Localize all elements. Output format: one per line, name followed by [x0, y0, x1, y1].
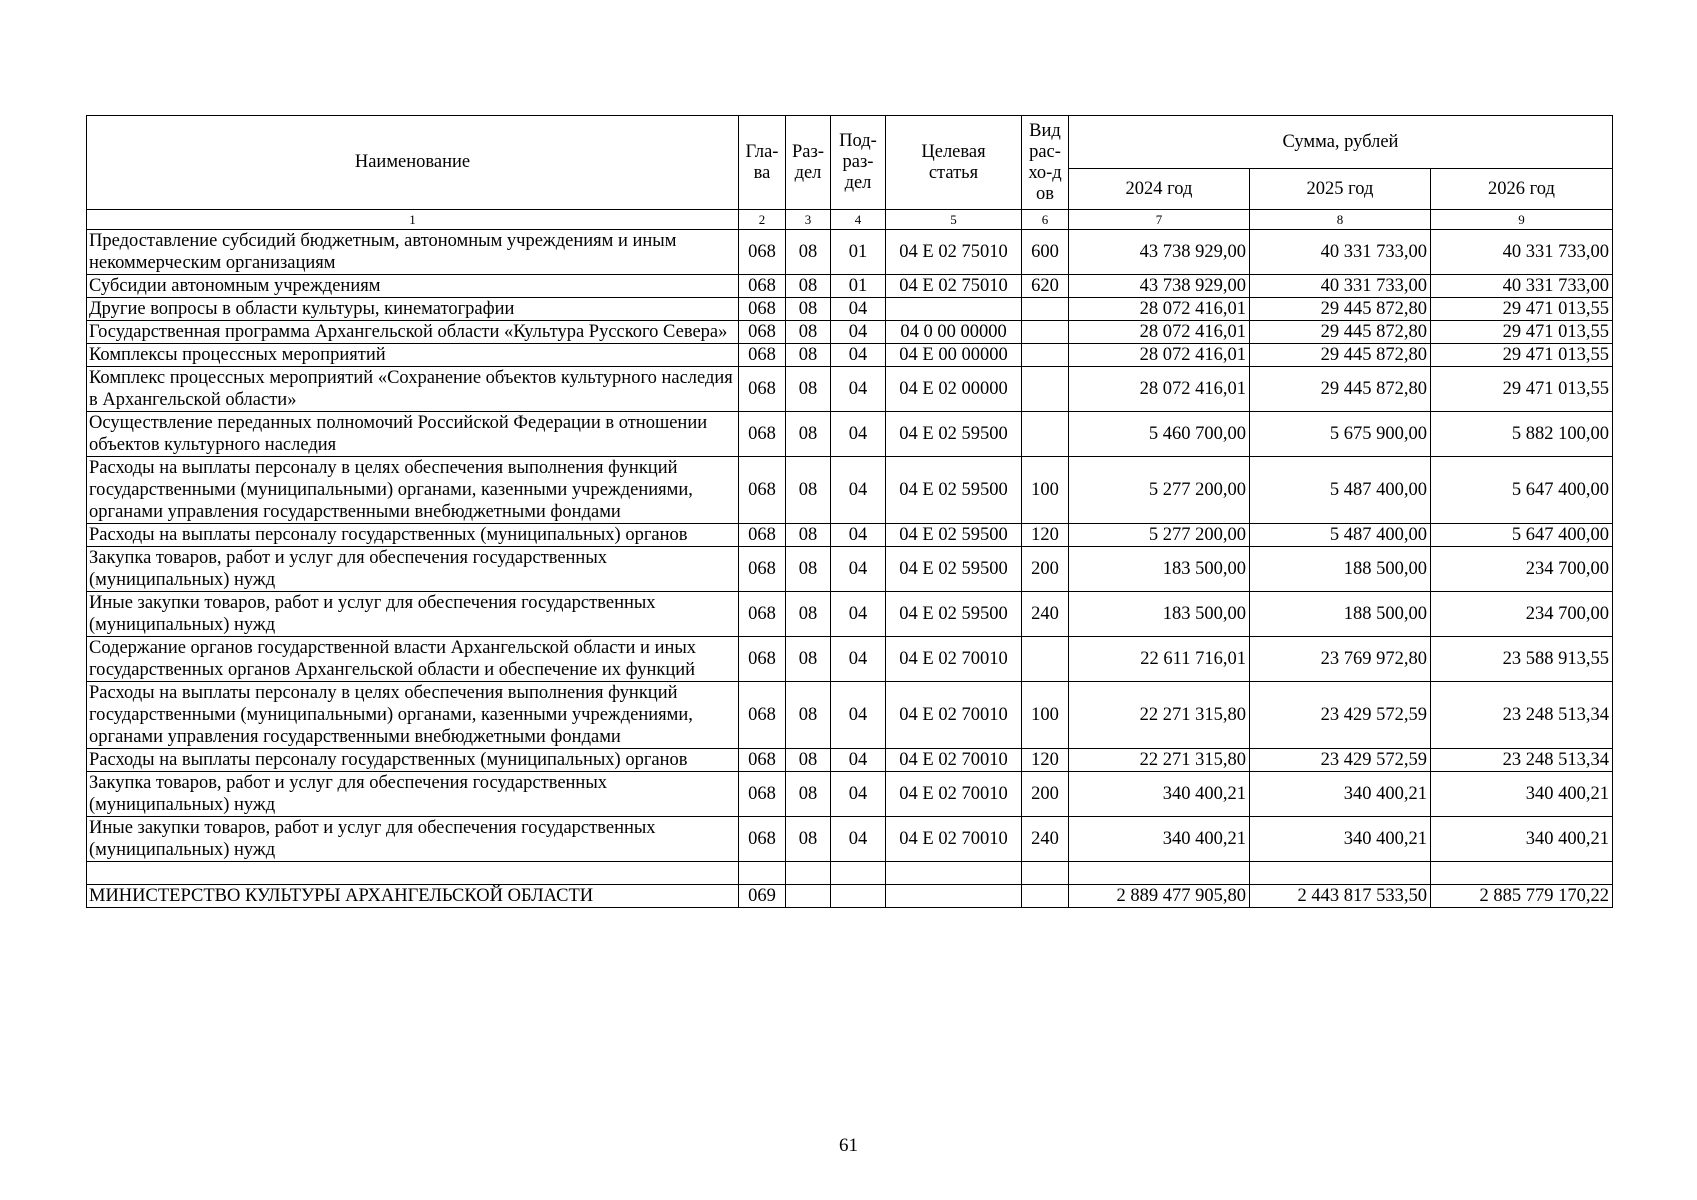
cell-2025: 23 429 572,59 [1250, 682, 1431, 749]
cell-name: Государственная программа Архангельской области «Культура Русского Севера» [87, 321, 739, 344]
cell-glava: 068 [739, 275, 786, 298]
cell-2024: 22 271 315,80 [1069, 682, 1250, 749]
cell-2025: 40 331 733,00 [1250, 230, 1431, 275]
cell-glava: 068 [739, 412, 786, 457]
cell-podrazdel: 01 [831, 275, 886, 298]
cell-podrazdel: 04 [831, 749, 886, 772]
cell-celevaya: 04 Е 02 70010 [886, 637, 1022, 682]
cell-name: Субсидии автономным учреждениям [87, 275, 739, 298]
cell-vid [1022, 637, 1069, 682]
cell-celevaya: 04 Е 02 70010 [886, 682, 1022, 749]
cell-2025: 29 445 872,80 [1250, 344, 1431, 367]
total-glava: 069 [739, 885, 786, 908]
cell-glava: 068 [739, 524, 786, 547]
blank-row [87, 862, 1613, 885]
cell-2026: 340 400,21 [1431, 817, 1613, 862]
header-2026: 2026 год [1431, 169, 1613, 210]
total-vid [1022, 885, 1069, 908]
cell-vid: 100 [1022, 457, 1069, 524]
total-2024: 2 889 477 905,80 [1069, 885, 1250, 908]
cell-vid: 240 [1022, 592, 1069, 637]
total-row [87, 885, 1613, 908]
cell-2025: 29 445 872,80 [1250, 298, 1431, 321]
cell-2024: 28 072 416,01 [1069, 298, 1250, 321]
cell-podrazdel: 04 [831, 547, 886, 592]
cell-celevaya: 04 Е 02 59500 [886, 592, 1022, 637]
cell-celevaya: 04 0 00 00000 [886, 321, 1022, 344]
cell-2025: 40 331 733,00 [1250, 275, 1431, 298]
cell-2025: 29 445 872,80 [1250, 367, 1431, 412]
cell-vid: 620 [1022, 275, 1069, 298]
column-index: 9 [1431, 210, 1613, 230]
cell-2024: 22 611 716,01 [1069, 637, 1250, 682]
cell-razdel: 08 [786, 749, 831, 772]
column-index: 1 [87, 210, 739, 230]
cell-2024: 183 500,00 [1069, 592, 1250, 637]
cell-2024: 5 460 700,00 [1069, 412, 1250, 457]
table-row [87, 817, 1613, 862]
cell-glava: 068 [739, 637, 786, 682]
cell-2026: 340 400,21 [1431, 772, 1613, 817]
cell-name: Расходы на выплаты персоналу государственных (муниципальных) органов [87, 524, 739, 547]
header-razdel: Раз-дел [786, 116, 831, 210]
cell-podrazdel: 04 [831, 592, 886, 637]
header-podrazdel: Под-раз-дел [831, 116, 886, 210]
cell-2026: 40 331 733,00 [1431, 230, 1613, 275]
cell-celevaya: 04 Е 02 70010 [886, 817, 1022, 862]
cell-glava: 068 [739, 772, 786, 817]
cell-name: Расходы на выплаты персоналу в целях обеспечения выполнения функций государственными (муниципальными) органами, казенными учреждениями, органами управления государственными внебюджетными фондами [87, 457, 739, 524]
total-celevaya [886, 885, 1022, 908]
table-row [87, 772, 1613, 817]
cell-celevaya: 04 Е 02 75010 [886, 275, 1022, 298]
column-index: 2 [739, 210, 786, 230]
cell-razdel: 08 [786, 344, 831, 367]
cell-glava: 068 [739, 547, 786, 592]
cell-vid [1022, 344, 1069, 367]
header-2024: 2024 год [1069, 169, 1250, 210]
header-summa: Сумма, рублей [1069, 116, 1613, 169]
cell-2025: 340 400,21 [1250, 817, 1431, 862]
cell-name: Комплексы процессных мероприятий [87, 344, 739, 367]
cell-celevaya: 04 Е 02 00000 [886, 367, 1022, 412]
cell-2026: 234 700,00 [1431, 547, 1613, 592]
cell-celevaya: 04 Е 02 59500 [886, 547, 1022, 592]
cell-vid [1022, 321, 1069, 344]
table-row [87, 637, 1613, 682]
cell-vid [1022, 367, 1069, 412]
column-index: 5 [886, 210, 1022, 230]
cell-razdel: 08 [786, 367, 831, 412]
cell-name: Осуществление переданных полномочий Российской Федерации в отношении объектов культурного наследия [87, 412, 739, 457]
column-index: 6 [1022, 210, 1069, 230]
cell-razdel: 08 [786, 547, 831, 592]
cell-celevaya: 04 Е 02 70010 [886, 749, 1022, 772]
cell-name: Закупка товаров, работ и услуг для обеспечения государственных (муниципальных) нужд [87, 547, 739, 592]
total-2025: 2 443 817 533,50 [1250, 885, 1431, 908]
cell-2024: 5 277 200,00 [1069, 457, 1250, 524]
cell-razdel: 08 [786, 637, 831, 682]
cell-name: Комплекс процессных мероприятий «Сохранение объектов культурного наследия в Архангельской области» [87, 367, 739, 412]
column-index: 4 [831, 210, 886, 230]
cell-2026: 40 331 733,00 [1431, 275, 1613, 298]
table-row [87, 275, 1613, 298]
cell-celevaya: 04 Е 02 59500 [886, 457, 1022, 524]
cell-vid [1022, 298, 1069, 321]
cell-name: Расходы на выплаты персоналу государственных (муниципальных) органов [87, 749, 739, 772]
table-row [87, 412, 1613, 457]
table-row [87, 457, 1613, 524]
table-row [87, 298, 1613, 321]
cell-podrazdel: 04 [831, 682, 886, 749]
cell-vid: 200 [1022, 547, 1069, 592]
cell-2026: 29 471 013,55 [1431, 321, 1613, 344]
cell-2024: 43 738 929,00 [1069, 275, 1250, 298]
cell-name: Расходы на выплаты персоналу в целях обеспечения выполнения функций государственными (муниципальными) органами, казенными учреждениями, органами управления государственными внебюджетными фондами [87, 682, 739, 749]
cell-celevaya [886, 298, 1022, 321]
cell-2024: 340 400,21 [1069, 817, 1250, 862]
cell-2026: 29 471 013,55 [1431, 367, 1613, 412]
cell-razdel: 08 [786, 682, 831, 749]
cell-podrazdel: 04 [831, 772, 886, 817]
cell-name: Иные закупки товаров, работ и услуг для обеспечения государственных (муниципальных) нужд [87, 592, 739, 637]
table-row [87, 230, 1613, 275]
cell-2026: 29 471 013,55 [1431, 298, 1613, 321]
cell-podrazdel: 04 [831, 344, 886, 367]
cell-2026: 5 647 400,00 [1431, 524, 1613, 547]
cell-celevaya: 04 Е 02 70010 [886, 772, 1022, 817]
cell-celevaya: 04 Е 00 00000 [886, 344, 1022, 367]
cell-razdel: 08 [786, 230, 831, 275]
table-row [87, 367, 1613, 412]
cell-glava: 068 [739, 321, 786, 344]
cell-podrazdel: 04 [831, 817, 886, 862]
cell-celevaya: 04 Е 02 59500 [886, 524, 1022, 547]
column-index: 8 [1250, 210, 1431, 230]
cell-2025: 23 429 572,59 [1250, 749, 1431, 772]
table-header [87, 116, 1613, 230]
cell-vid: 200 [1022, 772, 1069, 817]
cell-podrazdel: 01 [831, 230, 886, 275]
cell-glava: 068 [739, 230, 786, 275]
cell-2024: 183 500,00 [1069, 547, 1250, 592]
cell-vid: 240 [1022, 817, 1069, 862]
cell-2025: 5 487 400,00 [1250, 457, 1431, 524]
header-vid: Вид рас-хо-дов [1022, 116, 1069, 210]
cell-2024: 28 072 416,01 [1069, 367, 1250, 412]
cell-glava: 068 [739, 749, 786, 772]
table-row [87, 547, 1613, 592]
cell-podrazdel: 04 [831, 457, 886, 524]
cell-2026: 23 248 513,34 [1431, 682, 1613, 749]
header-celevaya: Целевая статья [886, 116, 1022, 210]
table-row [87, 344, 1613, 367]
table-row [87, 321, 1613, 344]
total-razdel [786, 885, 831, 908]
table-row [87, 592, 1613, 637]
total-name: МИНИСТЕРСТВО КУЛЬТУРЫ АРХАНГЕЛЬСКОЙ ОБЛАСТИ [87, 885, 739, 908]
table-row [87, 524, 1613, 547]
cell-vid: 100 [1022, 682, 1069, 749]
cell-podrazdel: 04 [831, 298, 886, 321]
cell-celevaya: 04 Е 02 59500 [886, 412, 1022, 457]
cell-name: Иные закупки товаров, работ и услуг для обеспечения государственных (муниципальных) нужд [87, 817, 739, 862]
column-index-row [87, 210, 1613, 230]
cell-2026: 23 588 913,55 [1431, 637, 1613, 682]
column-index: 3 [786, 210, 831, 230]
budget-table [86, 115, 1613, 908]
cell-2026: 23 248 513,34 [1431, 749, 1613, 772]
header-glava: Гла-ва [739, 116, 786, 210]
cell-podrazdel: 04 [831, 321, 886, 344]
cell-razdel: 08 [786, 592, 831, 637]
cell-podrazdel: 04 [831, 524, 886, 547]
cell-name: Другие вопросы в области культуры, кинематографии [87, 298, 739, 321]
cell-razdel: 08 [786, 524, 831, 547]
cell-vid: 600 [1022, 230, 1069, 275]
cell-razdel: 08 [786, 412, 831, 457]
cell-2026: 234 700,00 [1431, 592, 1613, 637]
cell-2026: 5 882 100,00 [1431, 412, 1613, 457]
cell-razdel: 08 [786, 817, 831, 862]
header-2025: 2025 год [1250, 169, 1431, 210]
cell-razdel: 08 [786, 275, 831, 298]
cell-name: Содержание органов государственной власти Архангельской области и иных государственных органов Архангельской области и обеспечение их функций [87, 637, 739, 682]
table-body [87, 230, 1613, 908]
cell-razdel: 08 [786, 321, 831, 344]
cell-vid: 120 [1022, 749, 1069, 772]
cell-razdel: 08 [786, 298, 831, 321]
cell-glava: 068 [739, 592, 786, 637]
cell-podrazdel: 04 [831, 637, 886, 682]
cell-podrazdel: 04 [831, 367, 886, 412]
cell-2025: 340 400,21 [1250, 772, 1431, 817]
cell-2024: 43 738 929,00 [1069, 230, 1250, 275]
cell-podrazdel: 04 [831, 412, 886, 457]
cell-2025: 23 769 972,80 [1250, 637, 1431, 682]
cell-2026: 29 471 013,55 [1431, 344, 1613, 367]
column-index: 7 [1069, 210, 1250, 230]
table-row [87, 749, 1613, 772]
total-podrazdel [831, 885, 886, 908]
cell-2024: 28 072 416,01 [1069, 344, 1250, 367]
cell-celevaya: 04 Е 02 75010 [886, 230, 1022, 275]
cell-glava: 068 [739, 817, 786, 862]
header-name: Наименование [87, 116, 739, 210]
cell-2026: 5 647 400,00 [1431, 457, 1613, 524]
cell-2024: 28 072 416,01 [1069, 321, 1250, 344]
cell-2025: 188 500,00 [1250, 592, 1431, 637]
cell-name: Закупка товаров, работ и услуг для обеспечения государственных (муниципальных) нужд [87, 772, 739, 817]
page-number: 61 [839, 1135, 858, 1156]
cell-vid [1022, 412, 1069, 457]
cell-2025: 5 487 400,00 [1250, 524, 1431, 547]
cell-glava: 068 [739, 298, 786, 321]
cell-glava: 068 [739, 457, 786, 524]
total-2026: 2 885 779 170,22 [1431, 885, 1613, 908]
cell-glava: 068 [739, 367, 786, 412]
cell-name: Предоставление субсидий бюджетным, автономным учреждениям и иным некоммерческим организациям [87, 230, 739, 275]
cell-glava: 068 [739, 344, 786, 367]
cell-glava: 068 [739, 682, 786, 749]
cell-2025: 5 675 900,00 [1250, 412, 1431, 457]
cell-razdel: 08 [786, 457, 831, 524]
cell-2024: 22 271 315,80 [1069, 749, 1250, 772]
cell-2024: 340 400,21 [1069, 772, 1250, 817]
cell-2025: 188 500,00 [1250, 547, 1431, 592]
cell-2024: 5 277 200,00 [1069, 524, 1250, 547]
cell-2025: 29 445 872,80 [1250, 321, 1431, 344]
table-row [87, 682, 1613, 749]
cell-vid: 120 [1022, 524, 1069, 547]
cell-razdel: 08 [786, 772, 831, 817]
